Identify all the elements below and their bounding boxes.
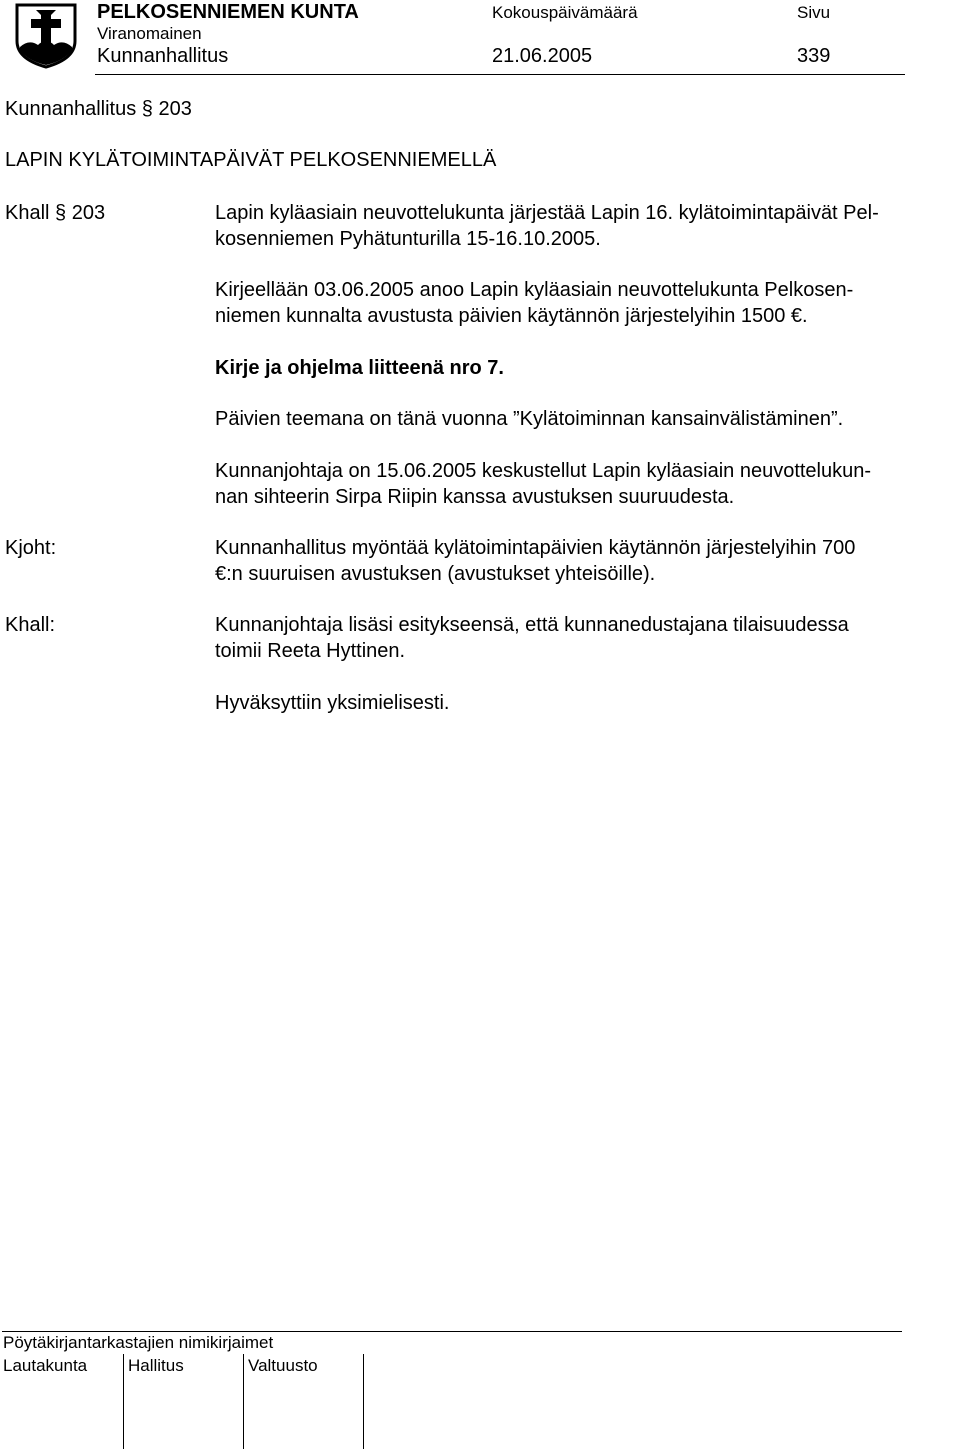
organization-name: PELKOSENNIEMEN KUNTA xyxy=(97,1,359,23)
paragraph-line: Lapin kyläasiain neuvottelukunta järjestää Lapin 16. kylätoimintapäivät Pel- xyxy=(215,202,879,224)
decision-line: toimii Reeta Hyttinen. xyxy=(215,640,406,662)
municipal-crest-icon xyxy=(14,3,78,69)
footer-column-lautakunta: Lautakunta xyxy=(3,1356,88,1375)
footer-column-valtuusto: Valtuusto xyxy=(248,1356,318,1375)
paragraph-line: kosenniemen Pyhätunturilla 15-16.10.2005. xyxy=(215,228,601,250)
paragraph-line: niemen kunnalta avustusta päivien käytännön järjestelyihin 1500 €. xyxy=(215,305,808,327)
paragraph-announcement xyxy=(215,200,935,252)
paragraph-request xyxy=(215,277,935,329)
page-number: 339 xyxy=(797,45,831,67)
meeting-date-label: Kokouspäivämäärä xyxy=(492,3,638,22)
attachment-note xyxy=(215,355,935,381)
decision-text xyxy=(215,612,935,664)
paragraph-line: Päivien teemana on tänä vuonna ”Kylätoiminnan kansainvälistäminen”. xyxy=(215,408,844,430)
footer-divider xyxy=(2,1331,902,1332)
authority-label: Viranomainen xyxy=(97,24,202,43)
page-label: Sivu xyxy=(797,3,831,22)
footer-title: Pöytäkirjantarkastajien nimikirjaimet xyxy=(3,1333,274,1352)
approval-text: Hyväksyttiin yksimielisesti. xyxy=(215,692,450,714)
attachment-text: Kirje ja ohjelma liitteenä nro 7. xyxy=(215,357,504,379)
header-divider xyxy=(95,74,905,75)
paragraph-line: Kunnanjohtaja on 15.06.2005 keskustellut Lapin kyläasiain neuvottelukun- xyxy=(215,460,872,482)
footer-column-divider xyxy=(243,1354,244,1449)
decision-line: Kunnanjohtaja lisäsi esitykseensä, että kunnanedustajana tilaisuudessa xyxy=(215,614,849,636)
footer-column-hallitus: Hallitus xyxy=(128,1356,184,1375)
paragraph-line: Kirjeellään 03.06.2005 anoo Lapin kyläasiain neuvottelukunta Pelkosen- xyxy=(215,279,854,301)
item-label: Khall § 203 xyxy=(5,202,106,224)
document-title: LAPIN KYLÄTOIMINTAPÄIVÄT PELKOSENNIEMELLÄ xyxy=(5,149,497,171)
proposal-text xyxy=(215,535,935,587)
section-heading: Kunnanhallitus § 203 xyxy=(5,98,192,120)
proposal-label: Kjoht: xyxy=(5,537,57,559)
paragraph-theme xyxy=(215,406,935,432)
approval-statement xyxy=(215,690,935,716)
decision-label: Khall: xyxy=(5,614,56,636)
meeting-date: 21.06.2005 xyxy=(492,45,593,67)
paragraph-discussion xyxy=(215,458,935,510)
footer-column-divider xyxy=(363,1354,364,1449)
paragraph-line: nan sihteerin Sirpa Riipin kanssa avustuksen suuruudesta. xyxy=(215,486,735,508)
proposal-line: Kunnanhallitus myöntää kylätoimintapäivien käytännön järjestelyihin 700 xyxy=(215,537,856,559)
proposal-line: €:n suuruisen avustuksen (avustukset yhteisöille). xyxy=(215,563,656,585)
footer-column-divider xyxy=(123,1354,124,1449)
authority-value: Kunnanhallitus xyxy=(97,45,229,67)
